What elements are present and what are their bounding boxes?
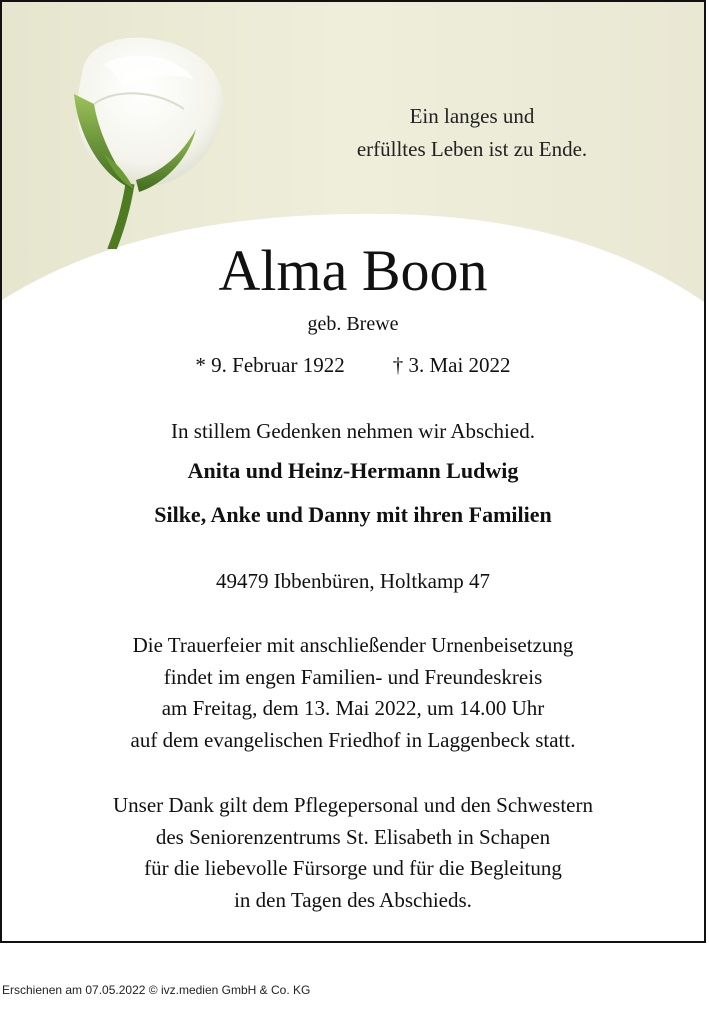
death-date: † 3. Mai 2022 — [392, 353, 511, 377]
obituary-content — [2, 234, 704, 916]
farewell-line: In stillem Gedenken nehmen wir Abschied. — [171, 419, 535, 443]
mourner-line: Anita und Heinz-Hermann Ludwig — [187, 458, 519, 483]
motto-line-1: Ein langes und — [409, 104, 535, 128]
birth-date: * 9. Februar 1922 — [195, 353, 345, 377]
ceremony-line: auf dem evangelischen Friedhof in Laggenbeck statt. — [130, 727, 576, 752]
thanks-line: Unser Dank gilt dem Pflegepersonal und den Schwestern — [113, 793, 593, 817]
mourner-line: Silke, Anke und Danny mit ihren Familien — [154, 502, 552, 527]
motto — [302, 100, 642, 166]
thanks-line: für die liebevolle Fürsorge und für die Begleitung — [144, 856, 562, 880]
deceased-name: Alma Boon — [218, 238, 488, 303]
white-rose-icon — [64, 34, 244, 249]
thanks-text — [2, 790, 704, 916]
maiden-name: geb. Brewe — [307, 313, 399, 335]
publication-footer: Erschienen am 07.05.2022 © ivz.medien GmbH & Co. KG — [2, 983, 311, 997]
thanks-line: in den Tagen des Abschieds. — [234, 887, 472, 912]
ceremony-line: findet im engen Familien- und Freundeskreis — [163, 664, 543, 689]
address: 49479 Ibbenbüren, Holtkamp 47 — [215, 569, 491, 593]
ceremony-line: am Freitag, dem 13. Mai 2022, um 14.00 Uhr — [161, 696, 545, 720]
thanks-line: des Seniorenzentrums St. Elisabeth in Schapen — [155, 824, 551, 849]
motto-line-2: erfülltes Leben ist zu Ende. — [356, 137, 588, 161]
ceremony-info — [2, 630, 704, 756]
ceremony-line: Die Trauerfeier mit anschließender Urnenbeisetzung — [132, 633, 574, 657]
life-dates — [2, 350, 704, 380]
